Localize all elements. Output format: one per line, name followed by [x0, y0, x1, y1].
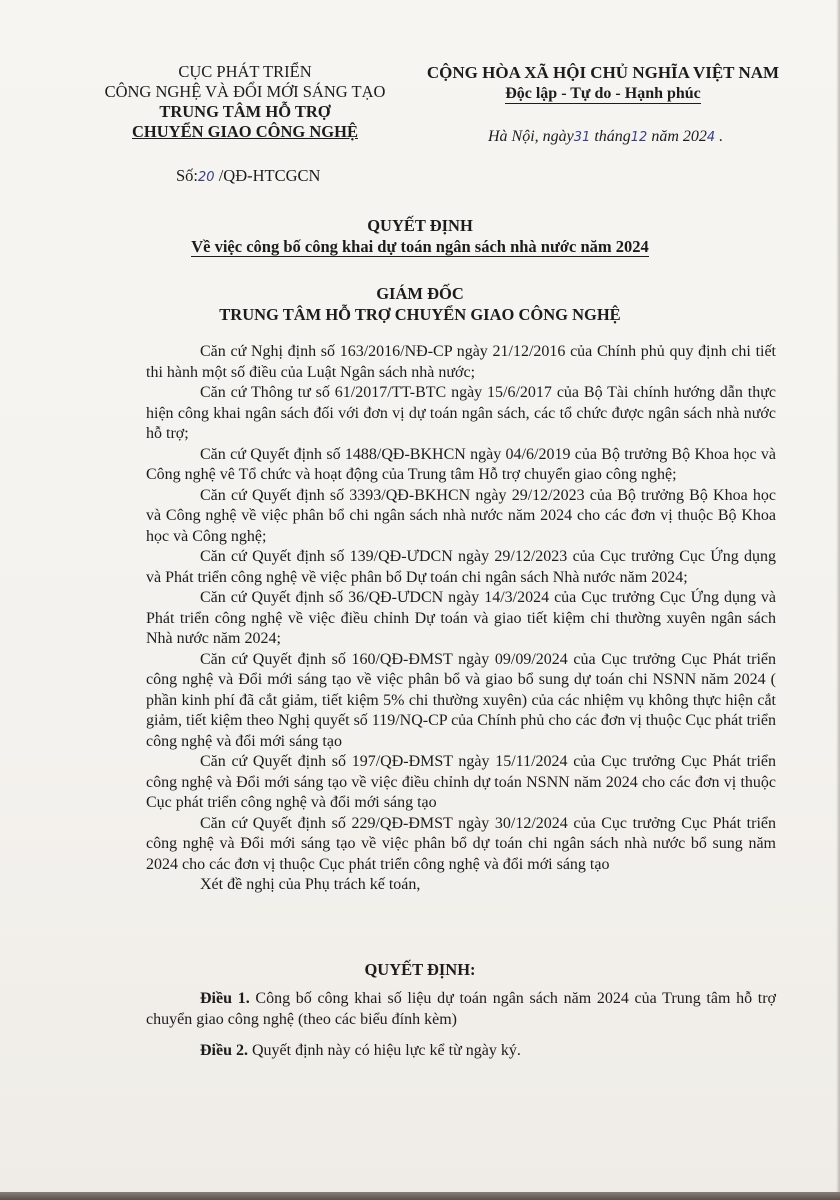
national-motto: Độc lập - Tự do - Hạnh phúc	[505, 85, 701, 102]
document-number: Số:20 /QĐ-HTCGCN	[176, 166, 321, 185]
issuing-agency-header	[80, 62, 410, 142]
national-header	[412, 62, 794, 104]
article-1	[146, 989, 776, 1030]
document-title	[60, 215, 780, 257]
title-subject: Về việc công bố công khai dự toán ngân sách nhà nước năm 2024	[191, 237, 649, 256]
issue-date: Hà Nội, ngày31 tháng12 năm 2024 .	[488, 128, 724, 145]
basis-paragraph: Căn cứ Quyết định số 139/QĐ-ƯDCN ngày 29/12/2023 của Cục trưởng Cục Ứng dụng và Phát triển công nghệ về việc phân bổ Dự toán chi ngân sách Nhà nước năm 2024;	[146, 548, 776, 586]
articles	[146, 989, 776, 1073]
article-2-label: Điều 2.	[200, 1042, 248, 1059]
basis-paragraph: Căn cứ Quyết định số 1488/QĐ-BKHCN ngày 04/6/2019 của Bộ trưởng Bộ Khoa học và Công nghệ vê Tổ chức và hoạt động của Trung tâm Hỗ trợ chuyển giao công nghệ;	[146, 445, 776, 483]
basis-paragraph: Căn cứ Quyết định số 197/QĐ-ĐMST ngày 15/11/2024 của Cục trưởng Cục Phát triển công nghệ và Đổi mới sáng tạo về việc điều chỉnh dự toán NSNN năm 2024 cho các đơn vị thuộc Cục phát triển công nghệ và đổi mới sáng tạo	[146, 753, 776, 811]
agency-name-line1: TRUNG TÂM HỖ TRỢ	[159, 102, 331, 121]
proposal-paragraph: Xét đề nghị của Phụ trách kế toán,	[200, 876, 421, 893]
basis-paragraph: Căn cứ Quyết định số 3393/QĐ-BKHCN ngày 29/12/2023 của Bộ trưởng Bộ Khoa học và Công nghệ về việc phân bổ chi ngân sách nhà nước năm 2024 cho các đơn vị thuộc Bộ Khoa học và Công nghệ;	[146, 486, 776, 545]
handwritten-month: 12	[630, 130, 648, 145]
handwritten-doc-number: 20	[198, 170, 215, 185]
legal-basis	[146, 342, 776, 896]
handwritten-day: 31	[573, 130, 591, 145]
article-2-text: Quyết định này có hiệu lực kể từ ngày ký.	[248, 1042, 521, 1059]
agency-name-line2: CHUYỂN GIAO CÔNG NGHỆ	[132, 122, 358, 141]
basis-paragraph: Căn cứ Thông tư số 61/2017/TT-BTC ngày 15/6/2017 của Bộ Tài chính hướng dẫn thực hiện công khai ngân sách đối với đơn vị dự toán ngân sách, các tổ chức được ngân sách nhà nước hỗ trợ;	[146, 384, 776, 442]
agency-parent-line1: CỤC PHÁT TRIỂN	[178, 62, 312, 81]
issuer-title	[60, 283, 780, 325]
page-bottom-edge	[0, 1192, 840, 1200]
handwritten-year-digit: 4	[706, 130, 716, 145]
article-2	[146, 1041, 776, 1062]
article-1-text: Công bố công khai số liệu dự toán ngân sách năm 2024 của Trung tâm hỗ trợ chuyển giao công nghệ (theo các biểu đính kèm)	[146, 990, 777, 1028]
country-name: CỘNG HÒA XÃ HỘI CHỦ NGHĨA VIỆT NAM	[426, 63, 780, 82]
title-main: QUYẾT ĐỊNH	[367, 216, 473, 235]
basis-paragraph: Căn cứ Quyết định số 229/QĐ-ĐMST ngày 30/12/2024 của Cục trưởng Cục Phát triển công nghệ và Đổi mới sáng tạo về việc phân bổ dự toán chi ngân sách nhà nước bổ sung năm 2024 cho các đơn vị thuộc Cục phát triển công nghệ và đổi mới sáng tạo	[146, 814, 776, 873]
agency-parent-line2: CÔNG NGHỆ VÀ ĐỔI MỚI SÁNG TẠO	[104, 82, 386, 101]
basis-paragraph: Căn cứ Quyết định số 36/QĐ-ƯDCN ngày 14/3/2024 của Cục trưởng Cục Ứng dụng và Phát triển công nghệ về việc điều chỉnh Dự toán và giao tiết kiệm chi thường xuyên ngân sách Nhà nước năm 2024;	[146, 589, 776, 647]
issuer-line2: TRUNG TÂM HỖ TRỢ CHUYỂN GIAO CÔNG NGHỆ	[219, 305, 621, 324]
page-edge-shadow	[836, 0, 840, 1200]
decision-heading: QUYẾT ĐỊNH:	[364, 960, 476, 979]
issuer-line1: GIÁM ĐỐC	[376, 284, 464, 303]
article-1-label: Điều 1.	[200, 990, 250, 1007]
basis-paragraph: Căn cứ Nghị định số 163/2016/NĐ-CP ngày 21/12/2016 của Chính phủ quy định chi tiết thi hành một số điều của Luật Ngân sách nhà nước;	[146, 343, 776, 381]
basis-paragraph: Căn cứ Quyết định số 160/QĐ-ĐMST ngày 09/09/2024 của Cục trưởng Cục Phát triển công nghệ và Đổi mới sáng tạo về việc phân bổ và giao bổ sung dự toán chi NSNN năm 2024 ( phần kinh phí đã cắt giảm, tiết kiệm 5% chi thường xuyên) của các nhiệm vụ không thực hiện cắt giảm, tiết kiệm theo Nghị quyết số 119/NQ-CP của Chính phủ cho các đơn vị thuộc Cục phát triển công nghệ và đổi mới sáng tạo	[146, 650, 776, 750]
